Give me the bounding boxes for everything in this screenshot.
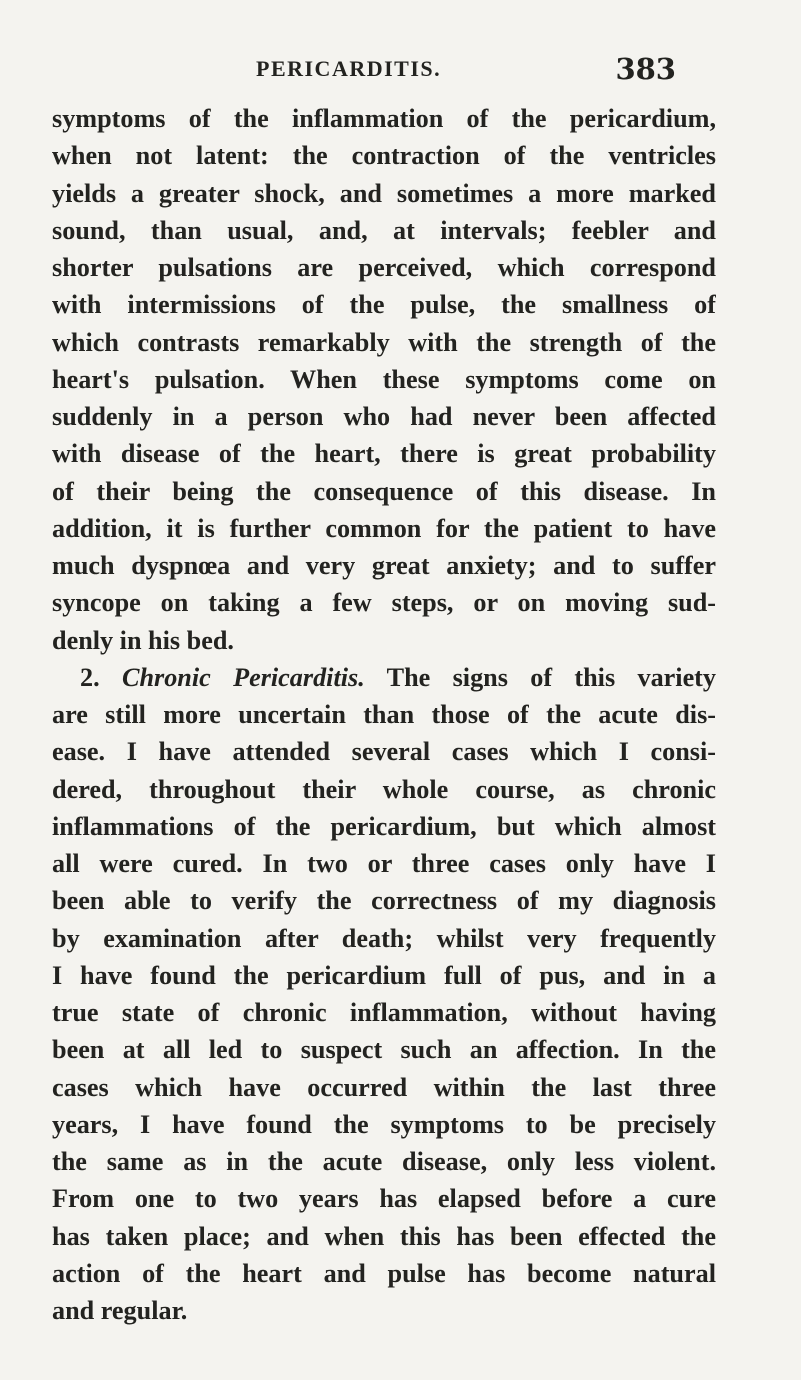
text-line: are still more uncertain than those of the acute dis-: [52, 700, 716, 729]
section-heading: Chronic Pericarditis.: [121, 662, 365, 692]
text-line: true state of chronic inflammation, without having: [52, 998, 716, 1027]
text-line: I have found the pericardium full of pus, and in a: [52, 960, 716, 990]
text-line: shorter pulsations are perceived, which correspond: [52, 253, 716, 282]
section-first-line: [52, 659, 716, 696]
text-line: inflammations of the pericardium, but which almost: [52, 811, 716, 841]
text-line: denly in his bed.: [52, 625, 234, 655]
text-line: been at all led to suspect such an affection. In the: [52, 1035, 716, 1065]
running-title: PERICARDITIS.: [256, 56, 442, 81]
text-line: cases which have occurred within the last three: [52, 1072, 716, 1102]
page-number: 383: [615, 52, 676, 86]
text-line: when not latent: the contraction of the ventricles: [52, 141, 716, 171]
text-line: and regular.: [52, 1296, 188, 1325]
text-line: years, I have found the symptoms to be precisely: [52, 1109, 716, 1139]
section-number: 2.: [80, 662, 100, 692]
text-line: addition, it is further common for the patient to have: [52, 513, 716, 543]
text-line: which contrasts remarkably with the strength of the: [52, 327, 716, 357]
text-line: From one to two years has elapsed before a cure: [52, 1184, 716, 1214]
text-line: action of the heart and pulse has become natural: [52, 1258, 716, 1288]
text-line: all were cured. In two or three cases only have I: [52, 849, 716, 878]
text-line: much dyspnœa and very great anxiety; and to suffer: [52, 551, 716, 580]
text-line: has taken place; and when this has been effected the: [52, 1221, 716, 1251]
text-line: sound, than usual, and, at intervals; feebler and: [52, 215, 716, 245]
text-line: yields a greater shock, and sometimes a more marked: [52, 178, 716, 208]
text-line: dered, throughout their whole course, as chronic: [52, 774, 716, 804]
section-first-line-text: The signs of this variety: [386, 662, 716, 692]
text-line: syncope on taking a few steps, or on moving sud-: [52, 588, 716, 618]
running-head: [256, 52, 676, 96]
text-line: by examination after death; whilst very frequently: [52, 923, 716, 953]
text-line: been able to verify the correctness of my diagnosis: [52, 886, 716, 916]
text-line: heart's pulsation. When these symptoms come on: [52, 364, 716, 394]
body-text: [52, 100, 716, 1329]
text-line: of their being the consequence of this disease. In: [52, 476, 716, 506]
text-line: with disease of the heart, there is great probability: [52, 439, 716, 469]
text-line: suddenly in a person who had never been affected: [52, 402, 716, 431]
text-line: ease. I have attended several cases which I consi-: [52, 737, 716, 767]
text-line: symptoms of the inflammation of the pericardium,: [52, 104, 716, 133]
text-line: with intermissions of the pulse, the smallness of: [52, 290, 716, 320]
text-line: the same as in the acute disease, only less violent.: [52, 1147, 716, 1176]
